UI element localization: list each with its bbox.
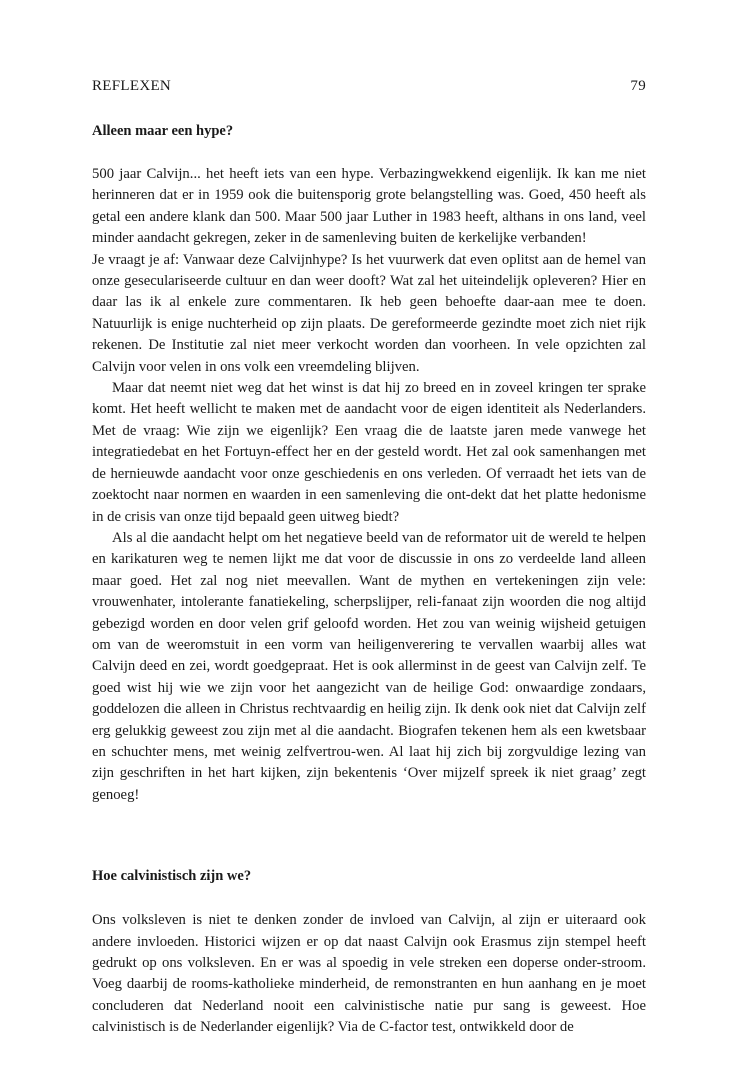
paragraph: Maar dat neemt niet weg dat het winst is dat hij zo breed en in zoveel kringen ter sprake komt. Het heeft wellicht te maken met de aandacht voor de eigen identiteit als Nederlanders. Met de vraag: Wie zijn we eigenlijk? Een vraag die de laatste jaren mede vanwege het integratiedebat en het Fortuyn-effect her en der gesteld wordt. Het zal ook samenhangen met de hernieuwde aandacht voor onze geschiedenis en ons verleden. Of verraadt het iets van de zoektocht naar normen en waarden in een samenleving die ont-dekt dat het platte hedonisme in de crisis van onze tijd bepaald geen uitweg biedt? xyxy=(92,380,646,525)
paragraph: Je vraagt je af: Vanwaar deze Calvijnhype? Is het vuurwerk dat even oplitst aan de hemel van onze geseculariseerde cultuur en dan weer dooft? Wat zal het uiteindelijk opleveren? Hier en daar las ik al enkele zure commentaren. Ik heb geen behoefte daar-aan mee te doen. Natuurlijk is enige nuchterheid op zijn plaats. De gereformeerde gezindte moet zich niet rijk rekenen. De Institutie zal niet meer verkocht worden dan voorheen. In vele opzichten zal Calvijn voor velen in ons volk een vreemdeling blijven. xyxy=(92,251,646,375)
running-head xyxy=(92,78,646,98)
page xyxy=(92,78,646,1039)
page-number: 79 xyxy=(630,78,646,94)
running-title: REFLEXEN xyxy=(92,78,172,94)
section-title-hype: Alleen maar een hype? xyxy=(92,123,234,139)
paragraph: 500 jaar Calvijn... het heeft iets van een hype. Verbazingwekkend eigenlijk. Ik kan me niet herinneren dat er in 1959 ook die buitensporig grote belangstelling was. Goed, 450 heeft als getal een andere klank dan 500. Maar 500 jaar Luther in 1983 heeft, althans in ons land, veel minder aandacht gekregen, zeker in de samenleving buiten de kerkelijke verbanden! xyxy=(92,166,646,247)
paragraph: Ons volksleven is niet te denken zonder de invloed van Calvijn, al zijn er uiteraard ook andere invloeden. Historici wijzen er op dat naast Calvijn ook Erasmus zijn stempel heeft gedrukt op ons volksleven. En er was al spoedig in vele streken een doperse onder-stroom. Voeg daarbij de rooms-katholieke minderheid, de remonstranten en hun aanhang en je moet concluderen dat Nederland nooit een calvinistische natie pur sang is geweest. Hoe calvinistisch is de Nederlander eigenlijk? Via de C-factor test, ontwikkeld door de xyxy=(92,912,646,1036)
section-title-calvinistisch: Hoe calvinistisch zijn we? xyxy=(92,868,252,885)
paragraph: Als al die aandacht helpt om het negatieve beeld van de reformator uit de wereld te helpen en karikaturen weg te nemen lijkt me dat voor de discussie in ons zo verdeelde land alleen maar goed. Het zal nog niet meevallen. Want de mythen en vertekeningen zijn vele: vrouwenhater, intolerante fanatiekeling, scherpslijper, reli-fanaat zijn woorden die nog altijd gebezigd worden en door velen grif geloofd worden. Het zou van weinig wijsheid getuigen om van de weeromstuit in een vorm van heiligenverering te vervallen waarbij alles wat Calvijn deed en zei, wordt goedgepraat. Het is ook allerminst in de geest van Calvijn zelf. Te goed wist hij wie we zijn voor het aangezicht van de heilige God: onwaardige zondaars, goddelozen die alleen in Christus rechtvaardig en heilig zijn. Ik denk ook niet dat Calvijn zelf erg gelukkig geweest zou zijn met al die aandacht. Biografen tekenen hem als een kwetsbaar en schuchter mens, met weinig zelfvertrou-wen. Al laat hij zich bij zorgvuldige lezing van zijn geschriften in het hart kijken, zijn bekentenis ‘Over mijzelf spreek ik niet graag’ zegt genoeg! xyxy=(92,529,646,803)
